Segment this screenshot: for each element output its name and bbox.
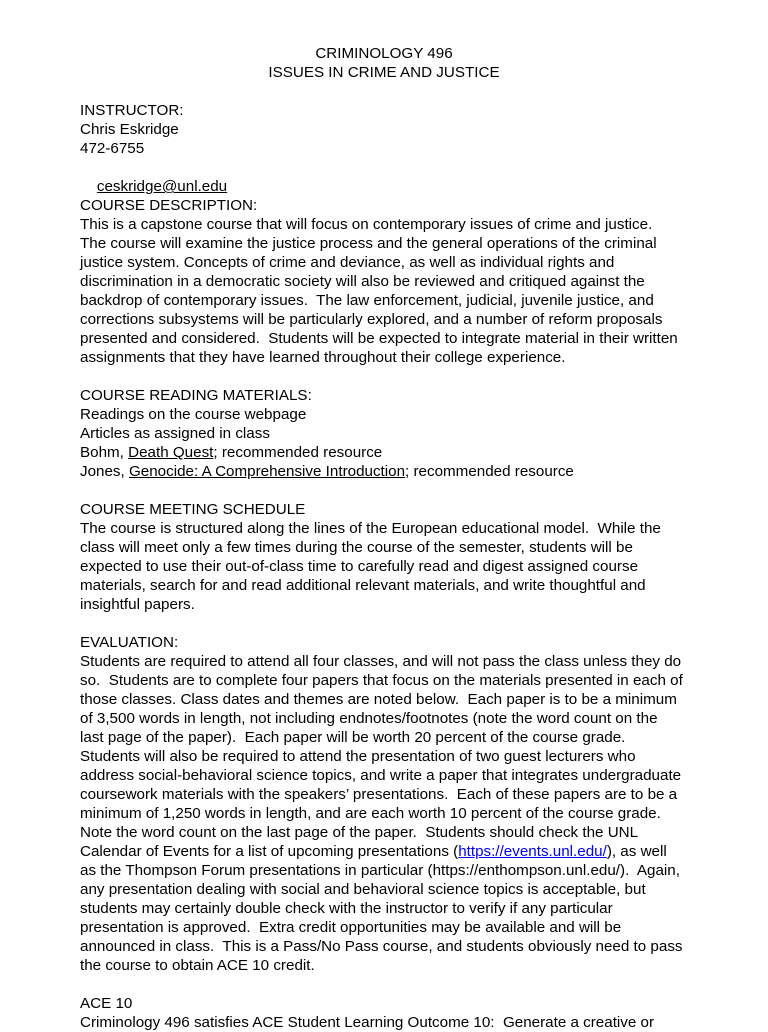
schedule-line: expected to use their out-of-class time to carefully read and digest assigned course	[80, 558, 639, 575]
description-line: discrimination in a democratic society will also be reviewed and critiqued against the	[80, 273, 645, 290]
reading-note: ; recommended resource	[213, 444, 383, 461]
course-title: ISSUES IN CRIME AND JUSTICE	[268, 64, 500, 81]
instructor-phone: 472-6755	[80, 140, 145, 157]
reading-book-title: Death Quest	[128, 444, 214, 461]
evaluation-line: as the Thompson Forum presentations in particular (https://enthompson.unl.edu/). Again,	[80, 862, 680, 879]
description-line: The course will examine the justice process and the general operations of the criminal	[80, 235, 657, 252]
description-line: justice system. Concepts of crime and deviance, as well as individual rights and	[80, 254, 615, 271]
evaluation-line: the course to obtain ACE 10 credit.	[80, 957, 315, 974]
ace-line: Criminology 496 satisfies ACE Student Learning Outcome 10: Generate a creative or	[80, 1014, 655, 1031]
reading-item: Readings on the course webpage	[80, 406, 307, 423]
schedule-line: The course is structured along the lines of the European educational model. While the	[80, 520, 661, 537]
evaluation-line: any presentation dealing with social and behavioral science topics is acceptable, but	[80, 881, 646, 898]
evaluation-line: coursework materials with the speakers’ presentations. Each of these papers are to be a	[80, 786, 678, 803]
evaluation-line: minimum of 1,250 words in length, and are each worth 10 percent of the course grade.	[80, 805, 661, 822]
events-link[interactable]: https://events.unl.edu/	[458, 843, 607, 860]
evaluation-line: of 3,500 words in length, not including endnotes/footnotes (note the word count on the	[80, 710, 658, 727]
instructor-heading: INSTRUCTOR:	[80, 102, 184, 119]
schedule-line: class will meet only a few times during the course of the semester, students will be	[80, 539, 633, 556]
reading-item	[80, 443, 382, 462]
reading-author: Bohm,	[80, 444, 129, 461]
reading-book-title: Genocide: A Comprehensive Introduction	[128, 463, 406, 480]
description-heading: COURSE DESCRIPTION:	[80, 197, 258, 214]
evaluation-line: address social-behavioral science topics, and write a paper that integrates undergraduate	[80, 767, 682, 784]
evaluation-line: presentation is approved. Extra credit opportunities may be available and will be	[80, 919, 622, 936]
reading-author: Jones,	[80, 463, 129, 480]
schedule-line: insightful papers.	[80, 596, 195, 613]
instructor-email-link[interactable]: ceskridge@unl.edu	[96, 178, 228, 196]
description-line: This is a capstone course that will focus on contemporary issues of crime and justice.	[80, 216, 653, 233]
reading-heading: COURSE READING MATERIALS:	[80, 387, 312, 404]
reading-note: ; recommended resource	[405, 463, 574, 480]
evaluation-line: Students are required to attend all four classes, and will not pass the class unless they do	[80, 653, 682, 670]
evaluation-line: announced in class. This is a Pass/No Pass course, and students obviously need to pass	[80, 938, 683, 955]
reading-item	[80, 462, 574, 481]
schedule-heading: COURSE MEETING SCHEDULE	[80, 501, 306, 518]
instructor-name: Chris Eskridge	[80, 121, 179, 138]
evaluation-text: Calendar of Events for a list of upcoming presentations (	[80, 843, 459, 860]
evaluation-line: last page of the paper). Each paper will be worth 20 percent of the course grade.	[80, 729, 626, 746]
evaluation-line: Students will also be required to attend the presentation of two guest lecturers who	[80, 748, 636, 765]
evaluation-line: so. Students are to complete four papers that focus on the materials presented in each of	[80, 672, 683, 689]
description-line: presented and considered. Students will be expected to integrate material in their written	[80, 330, 678, 347]
evaluation-text: ), as well	[606, 843, 667, 860]
evaluation-line: students may certainly double check with the instructor to verify if any particular	[80, 900, 613, 917]
reading-item: Articles as assigned in class	[80, 425, 270, 442]
evaluation-line: those classes. Class dates and themes are noted below. Each paper is to be a minimum	[80, 691, 677, 708]
description-line: corrections subsystems will be particularly explored, and a number of reform proposals	[80, 311, 663, 328]
description-line: assignments that they have learned throughout their college experience.	[80, 349, 566, 366]
course-number: CRIMINOLOGY 496	[315, 45, 453, 62]
ace-heading: ACE 10	[80, 995, 133, 1012]
description-line: backdrop of contemporary issues. The law enforcement, judicial, juvenile justice, and	[80, 292, 654, 309]
evaluation-line	[80, 842, 667, 861]
schedule-line: materials, search for and read additional relevant materials, and write thoughtful and	[80, 577, 646, 594]
evaluation-heading: EVALUATION:	[80, 634, 179, 651]
evaluation-line: Note the word count on the last page of the paper. Students should check the UNL	[80, 824, 639, 841]
